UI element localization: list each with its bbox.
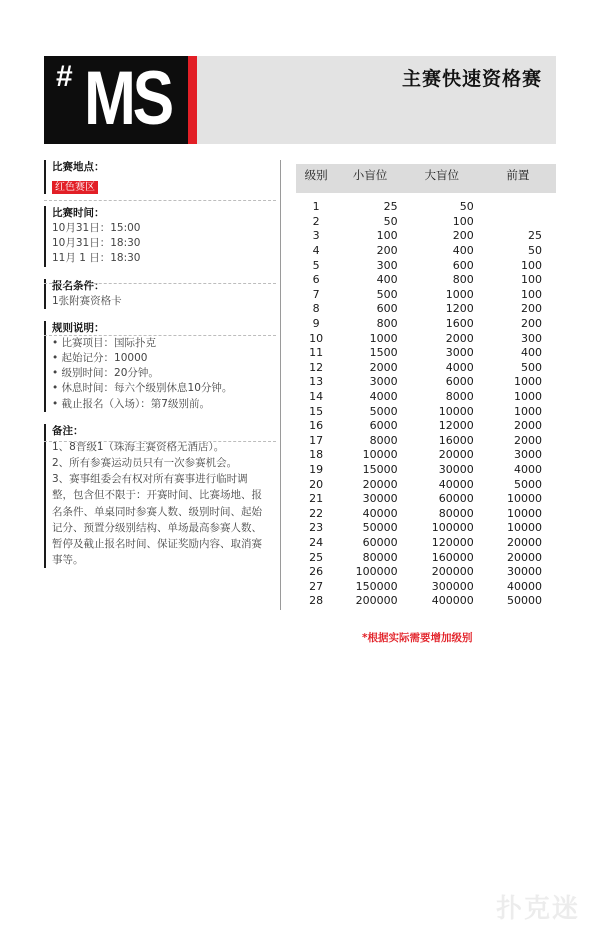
cell-level: 21 [309, 492, 324, 506]
note-line: 名条件、单桌同时参赛人数、级别时间、起始 [52, 505, 262, 518]
header-ante: 前置 [480, 164, 556, 193]
cell-ante: 4000 [514, 462, 542, 476]
cell-big-blind: 40000 [438, 477, 474, 491]
table-row [296, 448, 556, 463]
cell-small-blind: 3000 [369, 375, 398, 389]
cell-ante: 400 [521, 346, 542, 360]
cell-ante: 1000 [514, 404, 542, 418]
cell-ante [480, 193, 556, 215]
cell-level: 1 [312, 200, 320, 214]
note-line: 事等。 [52, 554, 84, 567]
cell-level: 5 [312, 258, 320, 272]
note-line: 1、8晋级1（珠海主赛资格无酒店）。 [52, 440, 225, 453]
cell-big-blind: 80000 [438, 506, 474, 520]
cell-ante: 1000 [514, 375, 542, 389]
table-row [296, 331, 556, 346]
cell-small-blind: 4000 [369, 390, 398, 404]
cell-big-blind: 600 [452, 258, 474, 272]
cell-small-blind: 2000 [369, 360, 398, 374]
rule-item: • 级别时间：20分钟。 [52, 367, 159, 380]
section-divider [44, 283, 276, 284]
cell-big-blind: 8000 [445, 390, 474, 404]
cell-big-blind: 200 [452, 229, 474, 243]
table-row [296, 273, 556, 288]
note-line: 3、赛事组委会有权对所有赛事进行临时调 [52, 473, 248, 486]
table-row [296, 550, 556, 565]
registration-label: 报名条件： [52, 279, 105, 292]
time-item: 10月31日：18:30 [52, 237, 141, 250]
watermark-logo: 扑克迷 [495, 894, 580, 924]
rule-item: • 截止报名（入场）：第7级别前。 [52, 397, 210, 410]
cell-level: 12 [309, 360, 324, 374]
cell-ante: 200 [521, 317, 542, 331]
cell-level: 3 [312, 229, 320, 243]
table-row [296, 375, 556, 390]
venue-section [44, 160, 276, 194]
cell-ante: 2000 [514, 419, 542, 433]
logo-hash: # [56, 60, 73, 93]
note-line: 暂停及截止报名时间、保证奖励内容、取消赛 [52, 538, 262, 551]
cell-ante: 20000 [507, 550, 542, 564]
cell-level: 28 [309, 594, 324, 608]
cell-big-blind: 100000 [431, 521, 474, 535]
cell-big-blind: 300000 [431, 579, 474, 593]
column-divider [280, 160, 281, 610]
table-row [296, 361, 556, 376]
note-line: 2、所有参赛运动员只有一次参赛机会。 [52, 457, 238, 470]
cell-small-blind: 500 [376, 287, 398, 301]
table-row [296, 390, 556, 405]
cell-level: 15 [309, 404, 324, 418]
cell-ante: 5000 [514, 477, 542, 491]
header-level: 级别 [296, 164, 336, 193]
cell-small-blind: 6000 [369, 419, 398, 433]
cell-small-blind: 300 [376, 258, 398, 272]
info-panel [44, 160, 276, 580]
cell-small-blind: 100000 [355, 565, 398, 579]
cell-big-blind: 2000 [445, 331, 474, 345]
table-row [296, 492, 556, 507]
page-title: 主赛快速资格赛 [401, 68, 542, 90]
cell-level: 4 [312, 244, 320, 258]
cell-ante: 50 [528, 244, 542, 258]
table-row [296, 594, 556, 609]
cell-ante: 25 [528, 229, 542, 243]
cell-big-blind: 400 [452, 244, 474, 258]
cell-big-blind: 10000 [438, 404, 474, 418]
rule-item: • 起始记分：10000 [52, 352, 148, 365]
table-header-row [296, 164, 556, 193]
table-row [296, 521, 556, 536]
cell-level: 11 [309, 346, 324, 360]
cell-level: 26 [309, 565, 324, 579]
cell-small-blind: 15000 [362, 462, 398, 476]
cell-big-blind: 200000 [431, 565, 474, 579]
cell-big-blind: 100 [452, 214, 474, 228]
blind-rows [296, 193, 556, 609]
cell-small-blind: 800 [376, 317, 398, 331]
ms-logo [44, 56, 197, 144]
cell-ante: 10000 [507, 521, 542, 535]
table-row [296, 193, 556, 215]
cell-ante: 10000 [507, 492, 542, 506]
cell-big-blind: 120000 [431, 535, 474, 549]
logo-text: MS [84, 56, 171, 141]
registration-value: 1张附赛资格卡 [52, 294, 122, 307]
table-row [296, 565, 556, 580]
cell-small-blind: 60000 [362, 535, 398, 549]
cell-big-blind: 50 [459, 200, 474, 214]
cell-level: 6 [312, 273, 320, 287]
cell-ante: 100 [521, 258, 542, 272]
cell-small-blind: 25 [383, 200, 398, 214]
cell-big-blind: 20000 [438, 448, 474, 462]
cell-level: 17 [309, 433, 324, 447]
table-row [296, 434, 556, 449]
cell-level: 23 [309, 521, 324, 535]
cell-big-blind: 1600 [445, 317, 474, 331]
table-row [296, 404, 556, 419]
cell-ante: 200 [521, 302, 542, 316]
table-row [296, 229, 556, 244]
header-small-blind: 小盲位 [336, 164, 403, 193]
cell-big-blind: 400000 [431, 594, 474, 608]
cell-big-blind: 160000 [431, 550, 474, 564]
cell-small-blind: 40000 [362, 506, 398, 520]
cell-level: 14 [309, 390, 324, 404]
table-row [296, 302, 556, 317]
cell-ante [480, 215, 556, 230]
cell-small-blind: 80000 [362, 550, 398, 564]
cell-ante: 50000 [507, 594, 542, 608]
cell-level: 2 [312, 214, 320, 228]
cell-small-blind: 200 [376, 244, 398, 258]
cell-small-blind: 20000 [362, 477, 398, 491]
cell-level: 25 [309, 550, 324, 564]
note-line: 整，包含但不限于：开赛时间、比赛场地、报 [52, 489, 262, 502]
table-row [296, 288, 556, 303]
cell-level: 16 [309, 419, 324, 433]
time-section [44, 206, 276, 267]
cell-level: 18 [309, 448, 324, 462]
cell-level: 13 [309, 375, 324, 389]
cell-big-blind: 800 [452, 273, 474, 287]
section-divider [44, 441, 276, 442]
cell-ante: 300 [521, 331, 542, 345]
cell-ante: 100 [521, 273, 542, 287]
cell-level: 24 [309, 535, 324, 549]
cell-big-blind: 16000 [438, 433, 474, 447]
section-divider [44, 200, 276, 201]
cell-big-blind: 1200 [445, 302, 474, 316]
rule-item: • 休息时间：每六个级别休息10分钟。 [52, 382, 233, 395]
section-divider [44, 335, 276, 336]
cell-ante: 20000 [507, 535, 542, 549]
cell-small-blind: 50 [383, 214, 398, 228]
table-row [296, 477, 556, 492]
cell-ante: 30000 [507, 565, 542, 579]
cell-small-blind: 1500 [369, 346, 398, 360]
rules-label: 规则说明： [52, 321, 105, 334]
cell-big-blind: 30000 [438, 462, 474, 476]
cell-ante: 2000 [514, 433, 542, 447]
table-row [296, 419, 556, 434]
cell-small-blind: 8000 [369, 433, 398, 447]
cell-small-blind: 1000 [369, 331, 398, 345]
table-row [296, 536, 556, 551]
time-label: 比赛时间： [52, 207, 105, 219]
cell-small-blind: 400 [376, 273, 398, 287]
logo-red-bar [188, 56, 197, 144]
cell-ante: 500 [521, 360, 542, 374]
venue-tag: 红色赛区 [52, 181, 98, 194]
footnote: *根据实际需要增加级别 [362, 632, 473, 644]
cell-ante: 100 [521, 287, 542, 301]
cell-big-blind: 3000 [445, 346, 474, 360]
cell-ante: 3000 [514, 448, 542, 462]
cell-level: 19 [309, 462, 324, 476]
time-item: 10月31日：15:00 [52, 222, 141, 234]
blind-structure-table [296, 164, 556, 609]
cell-small-blind: 200000 [355, 594, 398, 608]
cell-small-blind: 150000 [355, 579, 398, 593]
table-row [296, 258, 556, 273]
rule-item: • 比赛项目：国际扑克 [52, 336, 157, 349]
cell-small-blind: 600 [376, 302, 398, 316]
cell-level: 10 [309, 331, 324, 345]
cell-big-blind: 12000 [438, 419, 474, 433]
venue-label: 比赛地点： [52, 161, 105, 173]
cell-big-blind: 4000 [445, 360, 474, 374]
cell-level: 22 [309, 506, 324, 520]
cell-level: 20 [309, 477, 324, 491]
cell-small-blind: 10000 [362, 448, 398, 462]
cell-level: 7 [312, 287, 320, 301]
cell-small-blind: 5000 [369, 404, 398, 418]
cell-level: 27 [309, 579, 324, 593]
table-row [296, 579, 556, 594]
cell-big-blind: 60000 [438, 492, 474, 506]
cell-level: 9 [312, 317, 320, 331]
table-row [296, 346, 556, 361]
table-row [296, 506, 556, 521]
cell-ante: 1000 [514, 390, 542, 404]
notes-label: 备注： [52, 424, 84, 437]
cell-ante: 40000 [507, 579, 542, 593]
cell-ante: 10000 [507, 506, 542, 520]
cell-level: 8 [312, 302, 320, 316]
notes-section [44, 424, 276, 569]
cell-big-blind: 6000 [445, 375, 474, 389]
table-row [296, 244, 556, 259]
cell-small-blind: 30000 [362, 492, 398, 506]
cell-big-blind: 1000 [445, 287, 474, 301]
table-row [296, 215, 556, 230]
table-row [296, 317, 556, 332]
table-row [296, 463, 556, 478]
cell-small-blind: 50000 [362, 521, 398, 535]
time-item: 11月 1 日：18:30 [52, 252, 141, 265]
cell-small-blind: 100 [376, 229, 398, 243]
header-big-blind: 大盲位 [404, 164, 480, 193]
note-line: 记分、预置分级别结构、单场最高参赛人数、 [52, 521, 262, 534]
